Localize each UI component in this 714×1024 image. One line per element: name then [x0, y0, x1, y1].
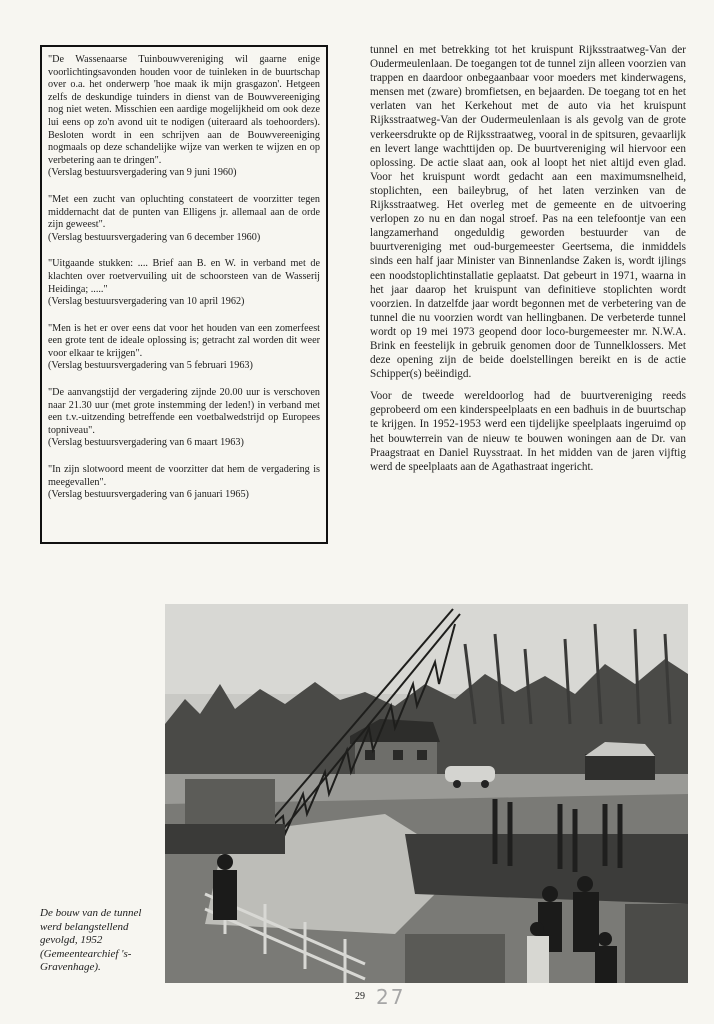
- quote-item: [48, 54, 320, 180]
- quote-item: [48, 258, 320, 308]
- quote-item: [48, 323, 320, 373]
- photo-illustration: [165, 604, 688, 983]
- quote-item: [48, 464, 320, 502]
- quote-item: [48, 387, 320, 450]
- quote-text: "Met een zucht van opluchting constateert de voorzitter tegen middernacht dat de punten van Elligens jr. allemaal aan de orde zijn geweest".: [48, 193, 320, 231]
- body-text-column: [370, 43, 686, 482]
- quote-text: "Uitgaande stukken: .... Brief aan B. en W. in verband met de klachten over roetvervuiling uit de schoorsteen van de Wasserij Heidinga; .....": [48, 258, 320, 295]
- body-paragraph: Voor de tweede wereldoorlog had de buurtvereniging reeds geprobeerd om een kinderspeelplaats en een badhuis in de buurtschap te krijgen. In 1952-1953 werd een tijdelijke speelplaats ingeruimd op het bouwterrein van de nieuw te bouwen woningen aan de Dr. van Praagstraat en Daniel Ruysstraat. In het midden van de jaren vijftig werd de speelplaats aan de Agathastraat ingericht.: [370, 390, 686, 473]
- quote-source: (Verslag bestuursvergadering van 9 juni 1960): [48, 167, 237, 179]
- body-paragraph: tunnel en met betrekking tot het kruispunt Rijksstraatweg-Van der Oudermeulenlaan. De toegangen tot de tunnel zijn alleen voorzien van trappen en daardoor onbegaanbaar voor moeders met kinderwagens, mensen met (zware) bromfietsen, en bejaarden. De toegang tot en het verlaten van het Kerkehout met de auto via het kruispunt Rijksstraatweg-Van der Oudermeulenlaan is als gevolg van de grote verkeersdrukte op de Rijksstraatweg, vooral in de spitsuren, gevaarlijk en levert lange wachttijden op. De buurtvereniging wil hiervoor een oplossing. De actie slaat aan, ook al loopt het niet altijd even glad. Voor het kruispunt wordt gedacht aan een maximumsnelheid, stoplichten, een baileybrug, of het laten verzinken van de Rijksstraatweg. Het overleg met de gemeente en de uitvoering verlopen zo nu en dan nogal stroef. Pas na een telefoontje van een langzamerhand ongeduldig geworden bestuurder van de buurtvereniging met oud-burgemeester Geertsema, die inmiddels sinds een half jaar Minister van Binnenlandse Zaken is, wordt ijlings een noodstoplichtinstallatie geplaatst. Dat gebeurt in 1971, waarna in het jaar daarop het kruispunt van definitieve stoplichten wordt voorzien. In datzelfde jaar wordt begonnen met de verbetering van de tunnel die nu voorzien wordt van hellingbanen. De verbeterde tunnel wordt op 19 mei 1973 geopend door loco-burgemeester mr. N.W.A. Brink en feestelijk in gebruik genomen door de Tunnelklossers. Met deze opening zijn de beide doelstellingen bereikt en is de actie Schipper(s) beëindigd.: [370, 44, 686, 381]
- quote-source: (Verslag bestuursvergadering van 6 december 1960): [48, 231, 261, 243]
- quote-box: [40, 45, 328, 544]
- quote-source: (Verslag bestuursvergadering van 5 februari 1963): [48, 360, 253, 372]
- quote-source: (Verslag bestuursvergadering van 6 januari 1965): [48, 489, 249, 501]
- photo-caption: De bouw van de tunnel werd belangstellend gevolgd, 1952 (Gemeentearchief 's-Gravenhage).: [40, 907, 142, 973]
- quote-text: "In zijn slotwoord meent de voorzitter dat hem de vergadering is meegevallen".: [48, 464, 320, 488]
- quote-item: [48, 194, 320, 244]
- quote-source: (Verslag bestuursvergadering van 10 april 1962): [48, 296, 245, 308]
- page-number: 29: [355, 991, 365, 1002]
- quote-source: (Verslag bestuursvergadering van 6 maart 1963): [48, 437, 244, 449]
- quote-text: "De Wassenaarse Tuinbouwvereniging wil gaarne enige voorlichtingsavonden houden voor de tuinleken in de buurtschap over o.a. het onderwerp 'hoe maak ik mijn grasgazon'. Hetgeen zelfs de deskundige tuinders in dienst van de Bouwvereeniging nog niet weten. Misschien een aardige mogelijkheid om ook deze lui eens op zo'n avond uit te nodigen (uiteraard als toehoorders). Besloten wordt in een schrijven aan de Bouwvereeniging nogmaals op deze schandelijke wijze van werken te wijzen en op verbetering aan te dringen".: [48, 54, 320, 166]
- quote-text: "De aanvangstijd der vergadering zijnde 20.00 uur is verschoven naar 21.30 uur (met grote instemming der leden!) in verband met een t.v.-uitzending betreffende een voetbalwedstrijd op Europees topniveau".: [48, 387, 320, 436]
- quote-text: "Men is het er over eens dat voor het houden van een zomerfeest een grote tent de ideale oplossing is; getracht zal worden dit weer voor elkaar te krijgen".: [48, 322, 320, 359]
- construction-photo: [165, 604, 688, 983]
- pencil-page-number: 27: [376, 985, 406, 1009]
